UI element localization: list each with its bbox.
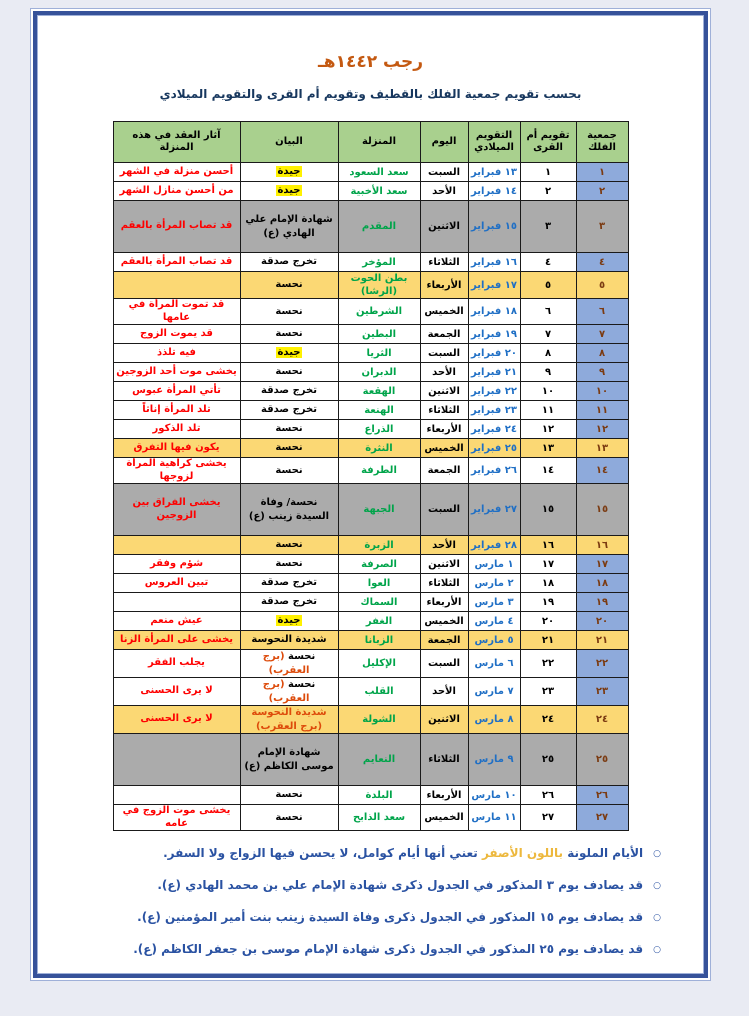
cell-day-name: الأربعاء	[420, 786, 468, 805]
cell-mansion-name: المؤخر	[338, 253, 420, 272]
cell-falak-number: ٢٣	[576, 678, 628, 706]
column-header-uq: تقويم أم القرى	[520, 122, 576, 163]
cell-bayan: تخرج صدقة	[240, 382, 338, 401]
cell-bayan: تخرج صدقة	[240, 593, 338, 612]
cell-falak-number: ١٧	[576, 555, 628, 574]
cell-mansion-name: القلب	[338, 678, 420, 706]
cell-mansion-name: الشرطين	[338, 299, 420, 325]
cell-falak-number: ٢٥	[576, 734, 628, 786]
table-row	[113, 536, 628, 555]
cell-bayan: تخرج صدقة	[240, 401, 338, 420]
note-item: ○قد يصادف يوم ١٥ المذكور في الجدول ذكرى وفاة السيدة زينب بنت أمير المؤمنين (ع).	[137, 910, 661, 924]
cell-day-name: الاثنين	[420, 382, 468, 401]
note-item: ○قد يصادف يوم ٣ المذكور في الجدول ذكرى شهادة الإمام علي بن محمد الهادي (ع).	[157, 878, 661, 892]
cell-umm-alqura-number: ١٧	[520, 555, 576, 574]
cell-falak-number: ١١	[576, 401, 628, 420]
cell-athar-effect: قد يموت الزوج	[113, 325, 240, 344]
cell-day-name: الأحد	[420, 678, 468, 706]
table-row	[113, 382, 628, 401]
cell-gregorian-date: ١٧ فبراير	[468, 272, 520, 299]
cell-umm-alqura-number: ٨	[520, 344, 576, 363]
cell-day-name: الاثنين	[420, 555, 468, 574]
cell-day-name: الجمعة	[420, 325, 468, 344]
cell-mansion-name: بطن الحوت (الرشا)	[338, 272, 420, 299]
cell-mansion-name: الزبرة	[338, 536, 420, 555]
cell-athar-effect	[113, 786, 240, 805]
cell-gregorian-date: ٢٥ فبراير	[468, 439, 520, 458]
cell-falak-number: ٦	[576, 299, 628, 325]
cell-bayan	[240, 182, 338, 201]
table-row	[113, 458, 628, 484]
table-row	[113, 272, 628, 299]
cell-gregorian-date: ٢٣ فبراير	[468, 401, 520, 420]
cell-bayan: شديدة النحوسة	[240, 631, 338, 650]
cell-umm-alqura-number: ١٥	[520, 484, 576, 536]
cell-athar-effect: تلد الذكور	[113, 420, 240, 439]
table-row	[113, 650, 628, 678]
good-day-highlight: جيدة	[277, 347, 301, 359]
cell-umm-alqura-number: ٢٦	[520, 786, 576, 805]
cell-umm-alqura-number: ٢٧	[520, 805, 576, 831]
cell-umm-alqura-number: ١٠	[520, 382, 576, 401]
cell-mansion-name: النعايم	[338, 734, 420, 786]
cell-gregorian-date: ٦ مارس	[468, 650, 520, 678]
cell-gregorian-date: ٢٦ فبراير	[468, 458, 520, 484]
cell-day-name: الأربعاء	[420, 272, 468, 299]
cell-bayan: نحسة	[240, 325, 338, 344]
cell-bayan: نحسة (برج العقرب)	[240, 650, 338, 678]
cell-day-name: الجمعة	[420, 631, 468, 650]
cell-athar-effect: تلد المرأة إناثاً	[113, 401, 240, 420]
cell-day-name: الخميس	[420, 612, 468, 631]
cell-umm-alqura-number: ١٤	[520, 458, 576, 484]
cell-umm-alqura-number: ٦	[520, 299, 576, 325]
cell-bayan: نحسة	[240, 420, 338, 439]
cell-bayan: نحسة	[240, 458, 338, 484]
cell-mansion-name: الزبانا	[338, 631, 420, 650]
cell-gregorian-date: ٥ مارس	[468, 631, 520, 650]
circle-bullet-icon: ○	[653, 945, 661, 955]
cell-mansion-name: الثريا	[338, 344, 420, 363]
cell-umm-alqura-number: ٧	[520, 325, 576, 344]
table-row	[113, 631, 628, 650]
cell-mansion-name: سعد الأخبية	[338, 182, 420, 201]
table-row	[113, 182, 628, 201]
cell-day-name: الأحد	[420, 363, 468, 382]
cell-gregorian-date: ٨ مارس	[468, 706, 520, 734]
cell-falak-number: ١٥	[576, 484, 628, 536]
page-content-area	[37, 15, 704, 974]
table-row	[113, 484, 628, 536]
cell-athar-effect: يجلب الفقر	[113, 650, 240, 678]
cell-mansion-name: الشولة	[338, 706, 420, 734]
cell-bayan: شهادة الإمام موسى الكاظم (ع)	[240, 734, 338, 786]
cell-day-name: الاثنين	[420, 706, 468, 734]
cell-athar-effect: يخشى موت الزوج في عامه	[113, 805, 240, 831]
cell-mansion-name: السماك	[338, 593, 420, 612]
cell-umm-alqura-number: ٢١	[520, 631, 576, 650]
cell-bayan	[240, 706, 338, 734]
cell-day-name: السبت	[420, 484, 468, 536]
cell-bayan: نحسة	[240, 299, 338, 325]
table-row	[113, 734, 628, 786]
cell-mansion-name: الذراع	[338, 420, 420, 439]
cell-mansion-name: الغفر	[338, 612, 420, 631]
cell-falak-number: ٣	[576, 201, 628, 253]
calendar-table	[113, 121, 629, 831]
cell-falak-number: ١٣	[576, 439, 628, 458]
cell-athar-effect: يخشى كراهية المرأة لزوجها	[113, 458, 240, 484]
cell-day-name: الثلاثاء	[420, 734, 468, 786]
cell-falak-number: ٤	[576, 253, 628, 272]
cell-bayan: نحسة	[240, 536, 338, 555]
cell-falak-number: ٥	[576, 272, 628, 299]
cell-gregorian-date: ٢٧ فبراير	[468, 484, 520, 536]
cell-athar-effect: تبين العروس	[113, 574, 240, 593]
cell-umm-alqura-number: ٢	[520, 182, 576, 201]
cell-day-name: الأحد	[420, 182, 468, 201]
cell-gregorian-date: ١٤ فبراير	[468, 182, 520, 201]
cell-mansion-name: سعد الذابح	[338, 805, 420, 831]
table-row	[113, 163, 628, 182]
cell-athar-effect: عيش منعم	[113, 612, 240, 631]
cell-athar-effect: لا يرى الحسنى	[113, 678, 240, 706]
cell-gregorian-date: ١٣ فبراير	[468, 163, 520, 182]
column-header-bayan: البيان	[240, 122, 338, 163]
notes-list	[68, 846, 661, 957]
page-title: رجب ١٤٤٢هـ	[317, 52, 424, 72]
cell-athar-effect	[113, 536, 240, 555]
cell-gregorian-date: ١١ مارس	[468, 805, 520, 831]
cell-athar-effect	[113, 734, 240, 786]
table-row	[113, 706, 628, 734]
cell-umm-alqura-number: ٢٤	[520, 706, 576, 734]
cell-athar-effect: من أحسن منازل الشهر	[113, 182, 240, 201]
cell-umm-alqura-number: ٢٢	[520, 650, 576, 678]
cell-umm-alqura-number: ١	[520, 163, 576, 182]
cell-day-name: السبت	[420, 344, 468, 363]
cell-day-name: الخميس	[420, 805, 468, 831]
cell-mansion-name: الدبران	[338, 363, 420, 382]
cell-athar-effect: يكون فيها التفرق	[113, 439, 240, 458]
table-row	[113, 439, 628, 458]
cell-falak-number: ١٤	[576, 458, 628, 484]
cell-athar-effect: أحسن منزلة في الشهر	[113, 163, 240, 182]
cell-bayan	[240, 344, 338, 363]
cell-umm-alqura-number: ٩	[520, 363, 576, 382]
cell-mansion-name: الجبهة	[338, 484, 420, 536]
cell-falak-number: ٨	[576, 344, 628, 363]
bayan-warning-text: شديدة النحوسة (برج العقرب)	[251, 707, 327, 732]
cell-falak-number: ١٨	[576, 574, 628, 593]
cell-mansion-name: المقدم	[338, 201, 420, 253]
cell-falak-number: ١	[576, 163, 628, 182]
cell-athar-effect: لا يرى الحسنى	[113, 706, 240, 734]
table-row	[113, 401, 628, 420]
cell-bayan: نحسة (برج العقرب)	[240, 678, 338, 706]
cell-umm-alqura-number: ١٨	[520, 574, 576, 593]
cell-gregorian-date: ٤ مارس	[468, 612, 520, 631]
cell-bayan: نحسة	[240, 272, 338, 299]
cell-mansion-name: الهنعة	[338, 401, 420, 420]
cell-athar-effect: قد تصاب المرأة بالعقم	[113, 253, 240, 272]
column-header-day: اليوم	[420, 122, 468, 163]
cell-gregorian-date: ٢٨ فبراير	[468, 536, 520, 555]
cell-umm-alqura-number: ٤	[520, 253, 576, 272]
good-day-highlight: جيدة	[277, 166, 301, 178]
column-header-mansion: المنزلة	[338, 122, 420, 163]
cell-umm-alqura-number: ٢٣	[520, 678, 576, 706]
page-subtitle: بحسب تقويم جمعية الفلك بالقطيف وتقويم أم القرى والتقويم الميلادي	[159, 87, 582, 101]
good-day-highlight: جيدة	[277, 615, 301, 627]
cell-mansion-name: العوا	[338, 574, 420, 593]
cell-falak-number: ٢١	[576, 631, 628, 650]
cell-falak-number: ١٦	[576, 536, 628, 555]
cell-falak-number: ٢٧	[576, 805, 628, 831]
cell-bayan: نحسة	[240, 805, 338, 831]
table-row	[113, 299, 628, 325]
table-row	[113, 805, 628, 831]
cell-falak-number: ١٢	[576, 420, 628, 439]
cell-day-name: السبت	[420, 163, 468, 182]
cell-athar-effect: فيه تلذذ	[113, 344, 240, 363]
bayan-warning-text: (برج العقرب)	[262, 679, 310, 704]
cell-mansion-name: البطين	[338, 325, 420, 344]
cell-umm-alqura-number: ٥	[520, 272, 576, 299]
cell-gregorian-date: ١ مارس	[468, 555, 520, 574]
cell-athar-effect: قد تموت المرأة في عامها	[113, 299, 240, 325]
cell-athar-effect: يخشى موت أحد الزوجين	[113, 363, 240, 382]
cell-bayan	[240, 612, 338, 631]
cell-day-name: الجمعة	[420, 458, 468, 484]
cell-gregorian-date: ١٥ فبراير	[468, 201, 520, 253]
cell-umm-alqura-number: ١٦	[520, 536, 576, 555]
cell-athar-effect	[113, 272, 240, 299]
page-border-frame	[30, 8, 711, 981]
table-row	[113, 420, 628, 439]
cell-bayan: نحسة	[240, 363, 338, 382]
cell-umm-alqura-number: ١٢	[520, 420, 576, 439]
cell-day-name: الثلاثاء	[420, 574, 468, 593]
table-row	[113, 201, 628, 253]
cell-falak-number: ٢٤	[576, 706, 628, 734]
note-item: ○الأيام الملونة باللون الأصفر تعني أنها أيام كوامل، لا يحسن فيها الزواج ولا السفر.	[163, 846, 661, 860]
cell-day-name: الاثنين	[420, 201, 468, 253]
cell-mansion-name: الهقعة	[338, 382, 420, 401]
table-row	[113, 325, 628, 344]
cell-athar-effect: يخشى على المرأة الزنا	[113, 631, 240, 650]
cell-mansion-name: النثرة	[338, 439, 420, 458]
circle-bullet-icon: ○	[653, 913, 661, 923]
cell-day-name: السبت	[420, 650, 468, 678]
cell-day-name: الخميس	[420, 439, 468, 458]
cell-falak-number: ٢٢	[576, 650, 628, 678]
cell-gregorian-date: ٢٢ فبراير	[468, 382, 520, 401]
page-border-inner-line	[33, 11, 708, 978]
cell-falak-number: ١٠	[576, 382, 628, 401]
cell-athar-effect: شؤم وفقر	[113, 555, 240, 574]
cell-umm-alqura-number: ١١	[520, 401, 576, 420]
table-row	[113, 612, 628, 631]
cell-falak-number: ١٩	[576, 593, 628, 612]
cell-falak-number: ٧	[576, 325, 628, 344]
cell-gregorian-date: ١٨ فبراير	[468, 299, 520, 325]
cell-gregorian-date: ١٦ فبراير	[468, 253, 520, 272]
table-row	[113, 574, 628, 593]
column-header-greg: التقويم الميلادي	[468, 122, 520, 163]
column-header-athar: آثار العقد في هذه المنزلة	[113, 122, 240, 163]
cell-mansion-name: الإكليل	[338, 650, 420, 678]
cell-umm-alqura-number: ٢٠	[520, 612, 576, 631]
bayan-warning-text: (برج العقرب)	[262, 651, 310, 676]
cell-gregorian-date: ٢٠ فبراير	[468, 344, 520, 363]
cell-mansion-name: سعد السعود	[338, 163, 420, 182]
cell-mansion-name: الصرفة	[338, 555, 420, 574]
cell-day-name: الخميس	[420, 299, 468, 325]
table-row	[113, 678, 628, 706]
table-row	[113, 593, 628, 612]
cell-gregorian-date: ٧ مارس	[468, 678, 520, 706]
cell-falak-number: ٩	[576, 363, 628, 382]
table-row	[113, 786, 628, 805]
note-item: ○قد يصادف يوم ٢٥ المذكور في الجدول ذكرى شهادة الإمام موسى بن جعفر الكاظم (ع).	[133, 942, 661, 956]
cell-umm-alqura-number: ١٩	[520, 593, 576, 612]
cell-day-name: الأحد	[420, 536, 468, 555]
column-header-falak: جمعية الفلك	[576, 122, 628, 163]
cell-falak-number: ٢٦	[576, 786, 628, 805]
cell-mansion-name: البلدة	[338, 786, 420, 805]
cell-umm-alqura-number: ١٣	[520, 439, 576, 458]
cell-bayan: نحسة	[240, 555, 338, 574]
cell-bayan: نحسة	[240, 439, 338, 458]
cell-mansion-name: الطرفة	[338, 458, 420, 484]
cell-gregorian-date: ١٠ مارس	[468, 786, 520, 805]
cell-gregorian-date: ٣ مارس	[468, 593, 520, 612]
cell-day-name: الأربعاء	[420, 593, 468, 612]
cell-gregorian-date: ٩ مارس	[468, 734, 520, 786]
cell-bayan	[240, 163, 338, 182]
cell-athar-effect	[113, 593, 240, 612]
cell-gregorian-date: ٢١ فبراير	[468, 363, 520, 382]
cell-umm-alqura-number: ٢٥	[520, 734, 576, 786]
good-day-highlight: جيدة	[277, 185, 301, 197]
cell-day-name: الثلاثاء	[420, 253, 468, 272]
cell-athar-effect: تأتي المرأة عبوس	[113, 382, 240, 401]
cell-bayan: تخرج صدقة	[240, 574, 338, 593]
cell-gregorian-date: ٢٤ فبراير	[468, 420, 520, 439]
cell-bayan: شهادة الإمام علي الهادي (ع)	[240, 201, 338, 253]
circle-bullet-icon: ○	[653, 849, 661, 859]
cell-bayan: نحسة	[240, 786, 338, 805]
table-row	[113, 555, 628, 574]
cell-day-name: الثلاثاء	[420, 401, 468, 420]
cell-day-name: الأربعاء	[420, 420, 468, 439]
cell-bayan: نحسة/ وفاة السيدة زينب (ع)	[240, 484, 338, 536]
cell-falak-number: ٢٠	[576, 612, 628, 631]
cell-falak-number: ٢	[576, 182, 628, 201]
table-row	[113, 253, 628, 272]
yellow-color-reference-text: باللون الأصفر	[481, 846, 564, 860]
cell-umm-alqura-number: ٣	[520, 201, 576, 253]
cell-athar-effect: يخشى الفراق بين الزوجين	[113, 484, 240, 536]
table-header-row	[113, 122, 628, 163]
cell-gregorian-date: ٢ مارس	[468, 574, 520, 593]
table-row	[113, 344, 628, 363]
cell-bayan: تخرج صدقة	[240, 253, 338, 272]
circle-bullet-icon: ○	[653, 881, 661, 891]
table-row	[113, 363, 628, 382]
cell-athar-effect: قد تصاب المرأة بالعقم	[113, 201, 240, 253]
cell-gregorian-date: ١٩ فبراير	[468, 325, 520, 344]
